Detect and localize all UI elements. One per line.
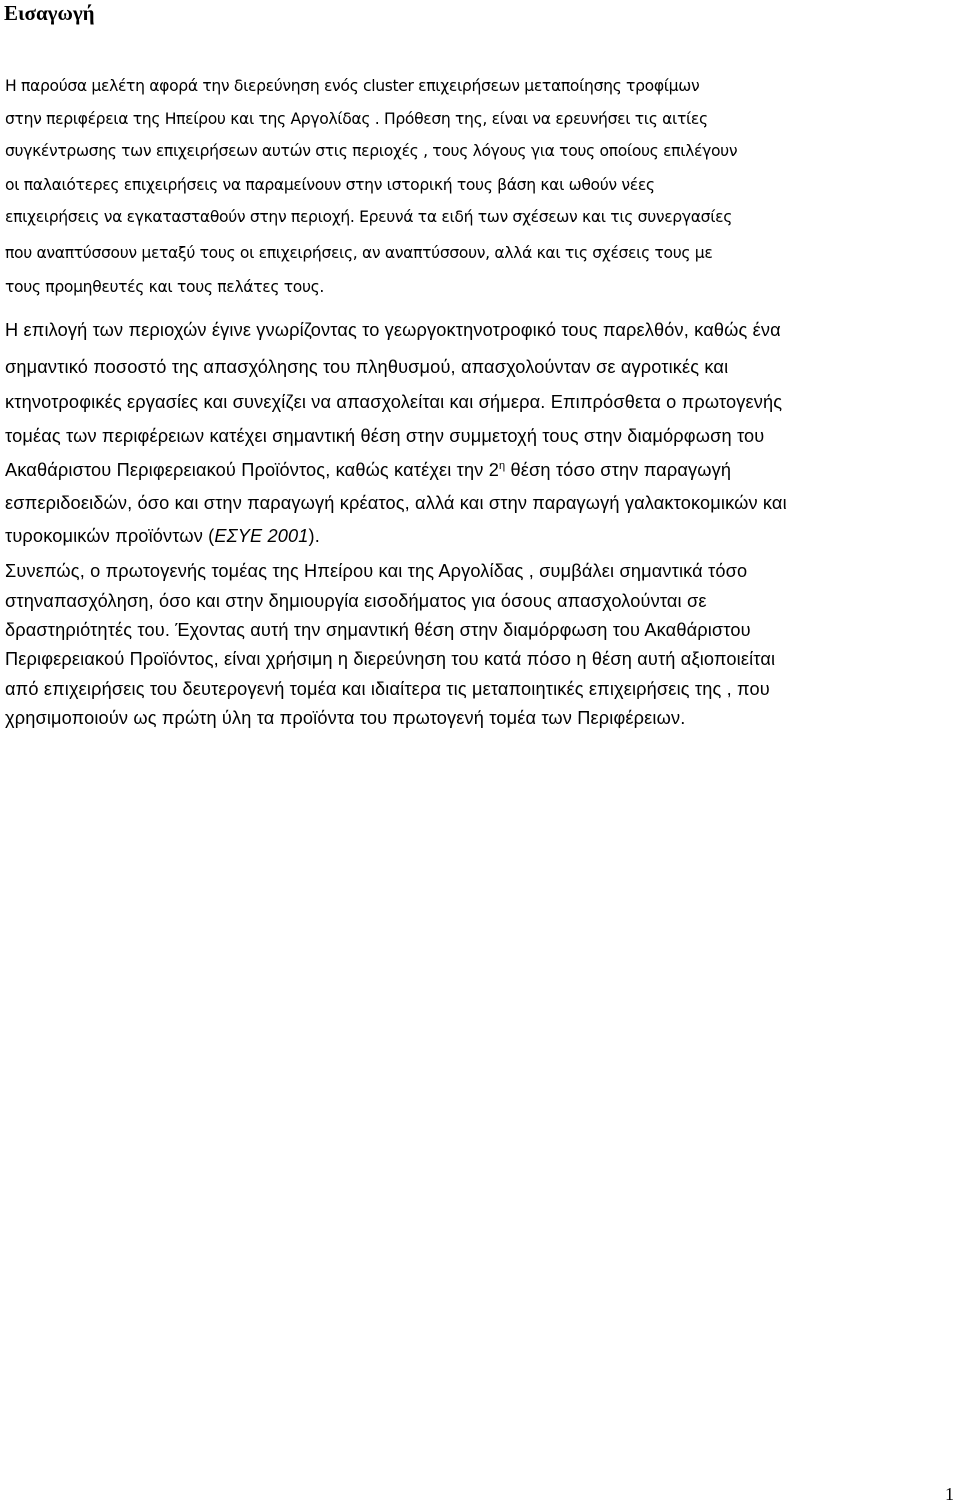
text-line: Η επιλογή των περιοχών έγινε γνωρίζοντας το γεωργοκτηνοτροφικό τους παρελθόν, καθώς ένα xyxy=(5,320,781,340)
text-line: από επιχειρήσεις του δευτερογενή τομέα και ιδιαίτερα τις μεταποιητικές επιχειρήσεις της , που xyxy=(5,679,770,699)
text-line: επιχειρήσεις να εγκατασταθούν στην περιοχή. Ερευνά τα ειδή των σχέσεων και τις συνεργασίες xyxy=(5,208,733,226)
text-line: τους προμηθευτές και τους πελάτες τους. xyxy=(5,278,325,296)
text-fragment: ). xyxy=(308,526,320,546)
text-line: δραστηριότητές του. Έχοντας αυτή την σημαντική θέση στην διαμόρφωση του Ακαθάριστου xyxy=(5,620,751,640)
page-number: 1 xyxy=(945,1484,954,1504)
text-line: εσπεριδοειδών, όσο και στην παραγωγή κρέατος, αλλά και στην παραγωγή γαλακτοκομικών και xyxy=(5,493,787,513)
text-line: στην περιφέρεια της Ηπείρου και της Αργολίδας . Πρόθεση της, είναι να ερευνήσει τις αιτίες xyxy=(5,110,708,128)
text-fragment: Ακαθάριστου Περιφερειακού Προϊόντος, καθώς κατέχει την 2 xyxy=(5,460,499,480)
text-line: οι παλαιότερες επιχειρήσεις να παραμείνουν στην ιστορική τους βάση και ωθούν νέες xyxy=(5,176,655,194)
text-line: κτηνοτροφικές εργασίες και συνεχίζει να απασχολείται και σήμερα. Επιπρόσθετα ο πρωτογενής xyxy=(5,392,783,412)
ordinal-superscript: η xyxy=(499,460,506,472)
text-line: Η παρούσα μελέτη αφορά την διερεύνηση ενός cluster επιχειρήσεων μεταποίησης τροφίμων xyxy=(5,77,700,95)
text-line: τομέας των περιφέρειων κατέχει σημαντική θέση στην συμμετοχή τους στην διαμόρφωση του xyxy=(5,426,765,446)
text-line xyxy=(5,459,731,481)
text-fragment: θέση τόσο στην παραγωγή xyxy=(505,460,732,480)
text-line: σημαντικό ποσοστό της απασχόλησης του πληθυσμού, απασχολούνταν σε αγροτικές και xyxy=(5,357,729,377)
text-line: συγκέντρωσης των επιχειρήσεων αυτών στις περιοχές , τους λόγους για τους οποίους επιλέγουν xyxy=(5,142,738,160)
text-line xyxy=(5,525,320,547)
section-heading: Εισαγωγή xyxy=(4,1,95,25)
text-line: Συνεπώς, ο πρωτογενής τομέας της Ηπείρου και της Αργολίδας , συμβάλει σημαντικά τόσο xyxy=(5,561,748,581)
text-fragment: τυροκομικών προϊόντων ( xyxy=(5,526,215,546)
citation: ΕΣΥΕ 2001 xyxy=(214,526,309,546)
text-line: Περιφερειακού Προϊόντος, είναι χρήσιμη η διερεύνηση του κατά πόσο η θέση αυτή αξιοποιείται xyxy=(5,649,776,669)
text-line: που αναπτύσσουν μεταξύ τους οι επιχειρήσεις, αν αναπτύσσουν, αλλά και τις σχέσεις τους με xyxy=(5,244,713,262)
text-line: στηναπασχόληση, όσο και στην δημιουργία εισοδήματος για όσους απασχολούνται σε xyxy=(5,591,707,611)
text-line: χρησιμοποιούν ως πρώτη ύλη τα προϊόντα του πρωτογενή τομέα των Περιφέρειων. xyxy=(5,708,686,728)
